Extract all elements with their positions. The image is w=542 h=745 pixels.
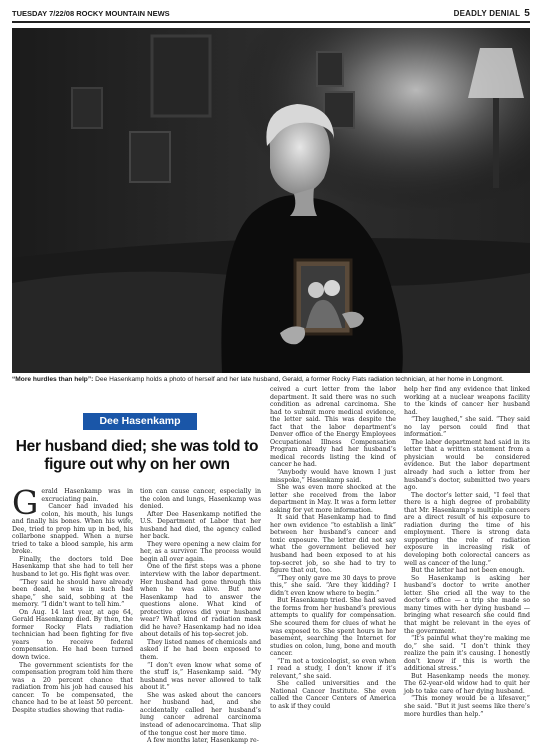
paragraph: ceived a curt letter from the labor department. It said there was no such condition as adrenal carcinoma. She had to submit more medical evidence, the letter said. This was despite the fact that the labor department’s Denver office of the Energy Employees Occupational Illness Compensation Program already had her husband’s medical records listing the kind of cancer he had.	[270, 386, 396, 469]
paragraph: The government scientists for the compensation program told him there was a 20 percent chance that radiation from his job had caused his cancer. To be compensated, the chance had to be at least 50 percent. Despite studies showing that radia-	[12, 661, 133, 714]
paragraph: She called universities and the National Cancer Institute. She even called the Cancer Centers of America to ask if they could	[270, 680, 396, 710]
section-name: DEADLY DENIAL	[453, 8, 521, 18]
paragraph: Finally, the doctors told Dee Hasenkamp that she had to tell her husband to let go. His fight was over.	[12, 555, 133, 579]
paragraph: “They only gave me 30 days to prove this,” she said. “Are they kidding? I didn’t even know where to begin.”	[270, 574, 396, 597]
paragraph: “I’m not a toxicologist, so even when I read a study, I don’t know if it’s relevant,” she said.	[270, 657, 396, 680]
paragraph: The labor department had said in its letter that a written statement from a physician would be considered evidence. But the labor department already had such a letter from her husband’s doctor, submitted two years ago.	[404, 438, 530, 492]
photo-caption	[12, 376, 530, 385]
paragraph: The doctor’s letter said, “I feel that there is a high degree of probability that Mr. Hasenkamp’s multiple cancers are a direct result of his exposure to radiation during the time of his employment. There is strong data supporting the role of radiation exposure in increasing risk of developing both colorectal cancers as well as cancer of the lung.”	[404, 491, 530, 567]
paragraph: “They said he should have already been dead, he was in such bad shape,” she said, sobbing at the memory. “I didn’t want to tell him.”	[12, 578, 133, 609]
photo-illustration	[12, 28, 530, 373]
paragraph: After Dee Hasenkamp notified the U.S. Department of Labor that her husband had died, the agency called her back.	[140, 510, 261, 541]
paragraph: “They laughed,” she said. “They said no lay person could find that information.”	[404, 416, 530, 439]
paragraph: She was asked about the cancers her husband had, and she accidentally called her husband’s lung cancer adrenal carcinoma instead of adenocarcinoma. That slip of the tongue cost her more time.	[140, 691, 261, 737]
paragraph: “I don’t even know what some of the stuff is,” Hasenkamp said. “My husband was never allowed to talk about it.”	[140, 661, 261, 692]
paragraph: They were opening a new claim for her, as a survivor. The process would begin all over again.	[140, 540, 261, 563]
paragraph: So Hasenkamp is asking her husband’s doctor to write another letter. She cried all the way to the doctor’s office — a trip she made so many times with her dying husband — bringing what research she could find that might be relevant in the eyes of the government.	[404, 574, 530, 635]
paragraph: “This money would be a lifesaver,” she said. “But it just seems like there’s more hurdles than help.”	[404, 695, 530, 718]
article-column-2	[140, 488, 261, 745]
caption-lead: “More hurdles than help”:	[12, 376, 94, 383]
paragraph: Gerald Hasenkamp was in excruciating pain.	[12, 483, 133, 522]
paragraph: She was even more shocked at the letter she received from the labor department in May. It was a form letter asking for yet more information.	[270, 484, 396, 514]
feature-photo	[12, 28, 530, 373]
paragraph: They listed names of chemicals and asked if he had been exposed to them.	[140, 638, 261, 662]
article-column-1	[12, 483, 133, 714]
paragraph: But Hasenkamp tried. She had saved the forms from her husband’s previous attempts to qualify for compensation. She scoured them for clues of what he was exposed to. She spent hours in her basement, searching the Internet for studies on colon, lung, bone and mouth cancer.	[270, 597, 396, 658]
article-name-tag: Dee Hasenkamp	[83, 413, 197, 430]
paragraph: But Hasenkamp needs the money. The 62-year-old widow had to quit her job to take care of her dying husband.	[404, 672, 530, 695]
page-number: 5	[524, 7, 530, 19]
header-rule	[12, 21, 530, 23]
section-label	[454, 8, 530, 19]
paragraph: One of the first steps was a phone interview with the labor department. Her husband had gone through this when he was alive. But now Hasenkamp had to answer the questions alone. What kind of protective gloves did your husband wear? What kind of radiation mask did he have? Hasenkamp had no idea about details of his top-secret job.	[140, 563, 261, 639]
article-column-3	[270, 386, 396, 711]
paragraph: tion can cause cancer, especially in the colon and lungs, Hasenkamp was denied.	[140, 488, 261, 511]
article-headline: Her husband died; she was told to figure out why on her own	[15, 438, 259, 473]
article-column-4	[404, 386, 530, 718]
paragraph: It said that Hasenkamp had to find her own evidence “to establish a link” between her husband’s cancer and toxic exposure. The letter did not say what the government believed her husband had been exposed to at his top-secret job, so she had to try to figure that out, too.	[270, 514, 396, 575]
paragraph: “It’s painful what they’re making me do,” she said. “I don’t think they realize the pain it’s causing. I honestly don’t know if this is worth the additional stress.”	[404, 635, 530, 673]
paragraph: A few months later, Hasenkamp re-	[147, 737, 259, 745]
paragraph: “Anybody would have known I just misspoke,” Hasenkamp said.	[270, 469, 396, 484]
paragraph: On Aug. 14 last year, at age 64, Gerald Hasenkamp died. By then, the former Rocky Flats radiation technician had been fighting for five years to receive federal compensation. He had been turned down twice.	[12, 608, 133, 662]
paragraph: But the letter had not been enough.	[411, 567, 525, 575]
paragraph: help her find any evidence that linked working at a nuclear weapons facility to the kinds of cancer her husband had.	[404, 386, 530, 416]
dateline: TUESDAY 7/22/08 ROCKY MOUNTAIN NEWS	[12, 8, 170, 18]
caption-text: Dee Hasenkamp holds a photo of herself and her late husband, Gerald, a former Rocky Flats radiation technician, at her home in Longmont.	[93, 376, 504, 383]
paragraph: Cancer had invaded his colon, his mouth, his lungs and finally his bones. When his wife, Dee, tried to prop him up in bed, his collarbone snapped. When a nurse tried to take a blood sample, his arm broke.	[12, 503, 133, 556]
drop-cap: G	[12, 483, 39, 522]
page-header	[12, 6, 530, 20]
